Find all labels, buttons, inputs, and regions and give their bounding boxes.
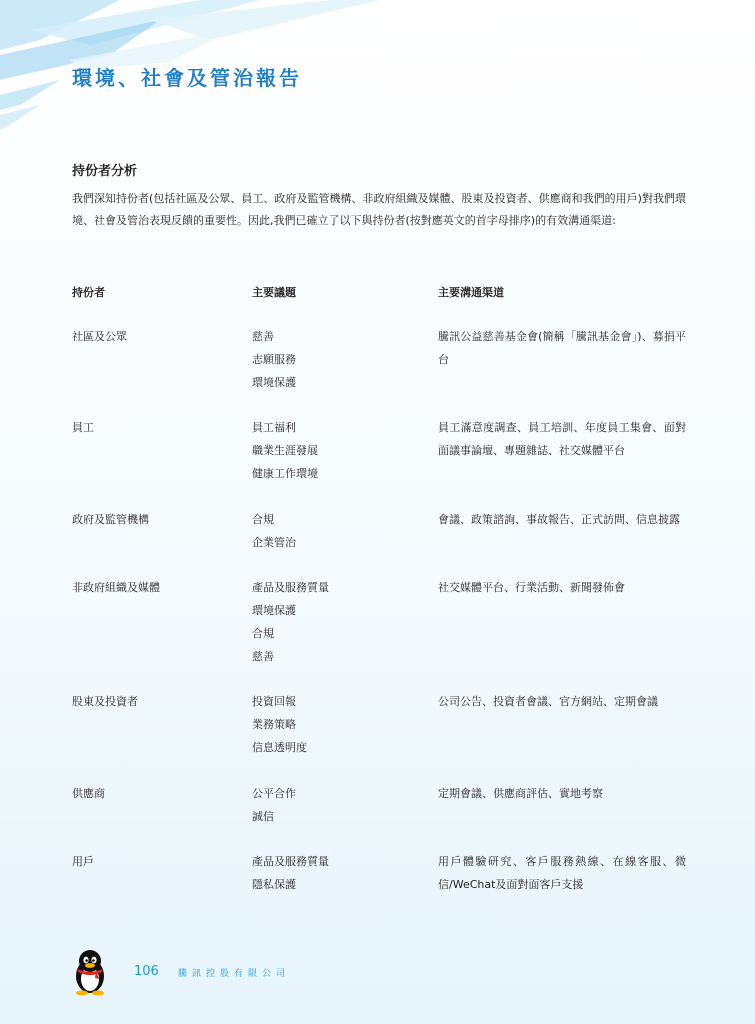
issues-cell	[252, 576, 422, 668]
stakeholder-cell: 股東及投資者	[72, 695, 138, 708]
issues-cell	[252, 416, 422, 485]
issue-item: 健康工作環境	[252, 467, 318, 480]
section-title: 持份者分析	[72, 164, 138, 179]
issue-item: 合規	[252, 627, 274, 640]
intro-paragraph: 我們深知持份者(包括社區及公眾、員工、政府及監管機構、非政府組織及媒體、股東及投資者、供應商和我們的用戶)對我們環境、社會及管治表現反饋的重要性。因此,我們已確立了以下與持份者(按對應英文的首字母排序)的有效溝通渠道:	[72, 192, 686, 227]
stakeholder-cell: 供應商	[72, 787, 105, 800]
issue-item: 產品及服務質量	[252, 855, 329, 868]
column-header-stakeholder: 持份者	[72, 286, 105, 299]
channels-cell: 員工滿意度調查、員工培訓、年度員工集會、面對面議事論壇、專題雜誌、社交媒體平台	[438, 421, 686, 457]
issue-item: 慈善	[252, 650, 274, 663]
issue-item: 環境保護	[252, 376, 296, 389]
issue-item: 志願服務	[252, 353, 296, 366]
issue-item: 誠信	[252, 810, 274, 823]
issue-item: 環境保護	[252, 604, 296, 617]
channels-cell: 騰訊公益慈善基金會(簡稱「騰訊基金會」)、募捐平台	[438, 330, 686, 366]
issues-cell	[252, 325, 422, 394]
issue-item: 信息透明度	[252, 741, 307, 754]
stakeholder-cell: 政府及監管機構	[72, 513, 149, 526]
column-header-channels: 主要溝通渠道	[438, 286, 504, 299]
issue-item: 員工福利	[252, 421, 296, 434]
channels-cell: 定期會議、供應商評估、實地考察	[438, 787, 603, 800]
company-name: 騰訊控股有限公司	[178, 969, 291, 979]
issue-item: 業務策略	[252, 718, 296, 731]
page-number: 106	[134, 964, 159, 979]
issues-cell	[252, 850, 422, 896]
stakeholder-cell: 非政府組織及媒體	[72, 581, 160, 594]
issue-item: 產品及服務質量	[252, 581, 329, 594]
issue-item: 職業生涯發展	[252, 444, 318, 457]
channels-cell: 公司公告、投資者會議、官方網站、定期會議	[438, 695, 658, 708]
channels-cell: 社交媒體平台、行業活動、新聞發佈會	[438, 581, 625, 594]
stakeholder-cell: 用戶	[72, 855, 94, 868]
channels-cell: 會議、政策諮詢、事故報告、正式訪問、信息披露	[438, 513, 680, 526]
issues-cell	[252, 690, 422, 759]
issue-item: 公平合作	[252, 787, 296, 800]
column-header-issues: 主要議題	[252, 286, 296, 299]
issue-item: 隱私保護	[252, 878, 296, 891]
issues-cell	[252, 508, 422, 554]
stakeholder-cell: 員工	[72, 421, 94, 434]
report-title: 環境、社會及管治報告	[72, 66, 302, 90]
channels-cell: 用戶體驗研究、客戶服務熱線、在線客服、微信/WeChat及面對面客戶支援	[438, 855, 686, 891]
issue-item: 企業管治	[252, 536, 296, 549]
issue-item: 合規	[252, 513, 274, 526]
penguin-icon	[70, 948, 110, 996]
issue-item: 投資回報	[252, 695, 296, 708]
stakeholder-cell: 社區及公眾	[72, 330, 127, 343]
issue-item: 慈善	[252, 330, 274, 343]
issues-cell	[252, 782, 422, 828]
